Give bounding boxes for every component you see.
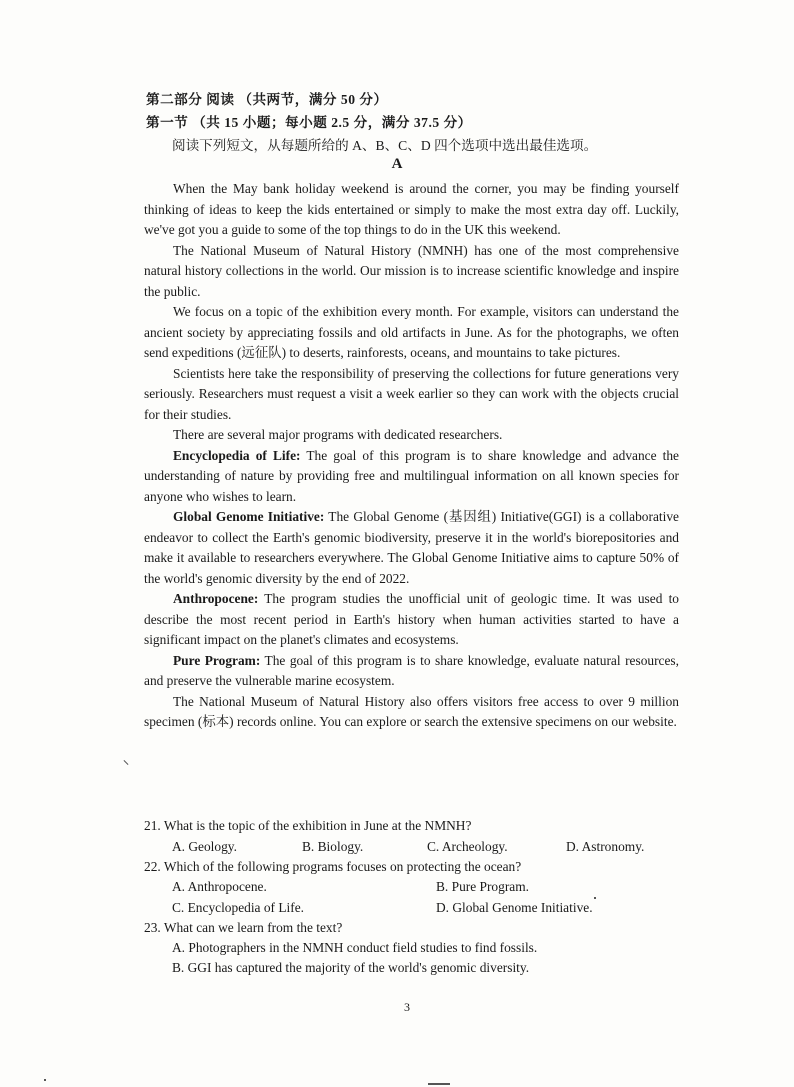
program-text: The Global Genome (基因组) Initiative(GGI) is a collaborative endeavor to collect the Earth's genomic biodiversity, preserve it in the world's biorepositories and make it available to researchers everywhere. The Global Genome Initiative aims to capture 50% of the world's genomic diversity by the end of 2022. (144, 509, 679, 586)
program-name: Anthropocene: (173, 591, 259, 606)
page-number: 3 (404, 1000, 410, 1014)
program-text: The goal of this program is to share knowledge, evaluate natural resources, and preserve the vulnerable marine ecosystem. (144, 652, 679, 688)
scan-speck (124, 760, 129, 765)
q22-option-c[interactable]: C. Encyclopedia of Life. (172, 900, 304, 915)
paragraph: Scientists here take the responsibility of preserving the collections for future generations very seriously. Researchers must request a visit a week earlier so they can work with the objects crucial for their studies. (144, 365, 679, 422)
paragraph: When the May bank holiday weekend is around the corner, you may be finding yourself thinking of ideas to keep the kids entertained or simply to make the most extra day off. Luckily, we've got you a guide to some of the top things to do in the UK this weekend. (144, 181, 679, 237)
program-name: Pure Program: (173, 652, 261, 668)
q21-option-c[interactable]: C. Archeology. (427, 839, 508, 854)
q22-option-b[interactable]: B. Pure Program. (436, 879, 529, 894)
q21-option-a[interactable]: A. Geology. (172, 839, 237, 854)
closing-paragraph: The National Museum of Natural History also offers visitors free access to over 9 million specimen (标本) records online. You can explore or search the extensive specimens on our website. (144, 693, 679, 729)
part-heading: 第二部分 阅读 （共两节，满分 50 分） (146, 92, 388, 107)
scan-speck (44, 1079, 46, 1081)
q23-option-b[interactable]: B. GGI has captured the majority of the world's genomic diversity. (172, 960, 530, 975)
paragraph: There are several major programs with dedicated researchers. (173, 427, 503, 442)
program-paragraph (144, 589, 679, 651)
program-paragraph (144, 651, 679, 692)
scan-speck (428, 1083, 450, 1085)
question-21-stem: 21. What is the topic of the exhibition in June at the NMNH? (144, 818, 472, 833)
q21-option-b[interactable]: B. Biology. (302, 839, 364, 854)
program-paragraph (144, 507, 679, 589)
scan-speck (594, 897, 596, 899)
q21-option-d[interactable]: D. Astronomy. (566, 839, 645, 854)
q23-option-a[interactable]: A. Photographers in the NMNH conduct field studies to find fossils. (172, 940, 538, 955)
q22-option-d[interactable]: D. Global Genome Initiative. (436, 900, 593, 915)
program-text: The goal of this program is to share knowledge and advance the understanding of nature by providing free and multilingual information on all known species for anyone who wishes to learn. (144, 447, 679, 504)
question-22-stem: 22. Which of the following programs focuses on protecting the ocean? (144, 859, 522, 874)
paragraph: The National Museum of Natural History (NMNH) has one of the most comprehensive natural history collections in the world. Our mission is to increase scientific knowledge and inspire the public. (144, 242, 679, 299)
q22-option-a[interactable]: A. Anthropocene. (172, 879, 267, 894)
program-text: The program studies the unofficial unit of geologic time. It was used to describe the most recent period in Earth's history when human activities started to have a significant impact on the planet's climates and ecosystems. (144, 591, 679, 647)
passage-body (144, 179, 679, 733)
question-23-stem: 23. What can we learn from the text? (144, 920, 343, 935)
program-name: Global Genome Initiative: (173, 509, 325, 524)
program-name: Encyclopedia of Life: (173, 447, 301, 463)
section-heading: 第一节 （共 15 小题；每小题 2.5 分，满分 37.5 分） (146, 115, 472, 130)
program-paragraph (144, 446, 679, 508)
paragraph: We focus on a topic of the exhibition every month. For example, visitors can understand the ancient society by appreciating fossils and old artifacts in June. As for the photographs, we often send expeditions (远征队) to deserts, rainforests, oceans, and mountains to take pictures. (144, 304, 679, 360)
passage-label: A (391, 156, 403, 172)
instruction: 阅读下列短文，从每题所给的 A、B、C、D 四个选项中选出最佳选项。 (172, 138, 598, 153)
